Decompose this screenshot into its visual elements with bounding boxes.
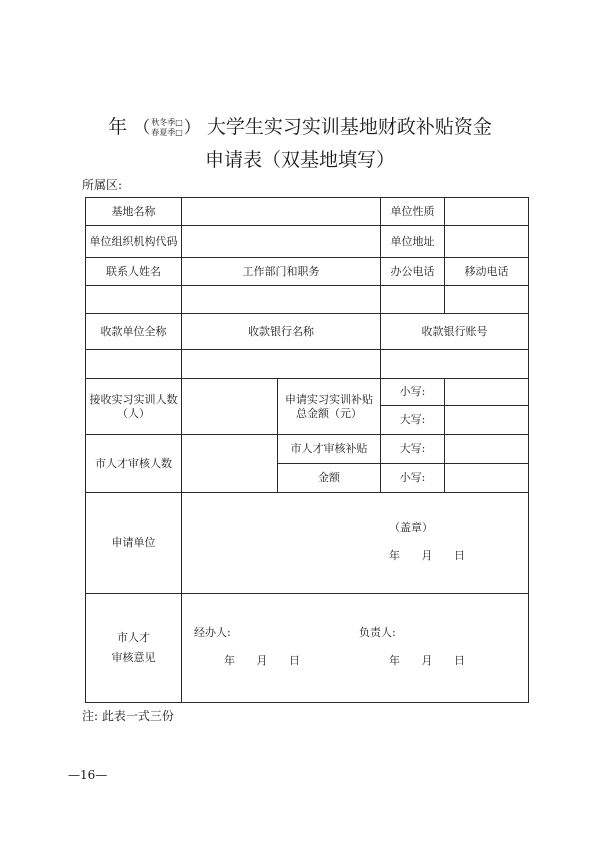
- label-bank-name: 收款银行名称: [182, 314, 381, 350]
- label-intern-count: 接收实习实训人数（人）: [86, 379, 182, 435]
- label-subsidy-total: 申请实习实训补贴总金额（元）: [278, 379, 381, 435]
- audit-opinion-line1: 市人才: [117, 631, 150, 644]
- field-audit-count[interactable]: [182, 435, 278, 493]
- season-checkboxes: [151, 118, 183, 138]
- title-main: 大学生实习实训基地财政补贴资金: [206, 116, 492, 138]
- field-applicant-unit[interactable]: [182, 493, 529, 594]
- title-line-1: 年 （秋冬季□ 春夏季□） 大学生实习实训基地财政补贴资金: [108, 116, 492, 138]
- season-spring-summer: 春夏季□: [151, 128, 183, 137]
- label-applicant-unit: 申请单位: [86, 493, 182, 594]
- label-subsidy-small: 小写:: [381, 379, 445, 406]
- label-payee-name: 收款单位全称: [86, 314, 182, 350]
- label-subsidy-big: 大写:: [381, 406, 445, 435]
- applicant-date: 年 月 日: [389, 549, 465, 562]
- district-label: 所属区:: [82, 178, 123, 192]
- label-audit-count: 市人才审核人数: [86, 435, 182, 493]
- label-unit-address: 单位地址: [381, 226, 445, 258]
- title-line-2: 申请表（双基地填写）: [204, 149, 395, 171]
- field-subsidy-small[interactable]: [445, 379, 529, 406]
- field-unit-address[interactable]: [445, 226, 529, 258]
- label-audit-subsidy-line2: 金额: [278, 464, 381, 493]
- seal-label: （盖章）: [389, 521, 433, 534]
- form-title: [0, 114, 600, 173]
- field-bank-name[interactable]: [182, 350, 381, 379]
- field-subsidy-big[interactable]: [445, 406, 529, 435]
- page-number: —16—: [68, 768, 108, 782]
- season-autumn-winter: 秋冬季□: [151, 118, 183, 127]
- label-bank-account: 收款银行账号: [381, 314, 529, 350]
- person-in-charge-label: 负责人:: [359, 626, 396, 639]
- field-audit-small[interactable]: [445, 464, 529, 493]
- field-dept-position[interactable]: [182, 286, 381, 314]
- handler-date: 年 月 日: [224, 654, 300, 667]
- handler-label: 经办人:: [194, 626, 231, 639]
- field-office-phone[interactable]: [381, 286, 445, 314]
- field-payee-name[interactable]: [86, 350, 182, 379]
- field-contact-name[interactable]: [86, 286, 182, 314]
- footnote: 注: 此表一式三份: [82, 709, 174, 723]
- field-org-code[interactable]: [182, 226, 381, 258]
- field-intern-count[interactable]: [182, 379, 278, 435]
- charge-date: 年 月 日: [389, 654, 465, 667]
- application-form-table: [85, 197, 529, 703]
- title-year: 年: [108, 116, 128, 138]
- label-mobile-phone: 移动电话: [445, 258, 529, 286]
- label-audit-opinion: [86, 594, 182, 703]
- label-base-name: 基地名称: [86, 198, 182, 226]
- audit-opinion-line2: 审核意见: [111, 651, 156, 664]
- label-audit-big: 大写:: [381, 435, 445, 464]
- label-org-code: 单位组织机构代码: [86, 226, 182, 258]
- label-contact-name: 联系人姓名: [86, 258, 182, 286]
- field-audit-opinion[interactable]: [182, 594, 529, 703]
- field-bank-account[interactable]: [381, 350, 529, 379]
- label-office-phone: 办公电话: [381, 258, 445, 286]
- label-unit-nature: 单位性质: [381, 198, 445, 226]
- field-mobile-phone[interactable]: [445, 286, 529, 314]
- field-base-name[interactable]: [182, 198, 381, 226]
- label-audit-subsidy-line1: 市人才审核补贴: [278, 435, 381, 464]
- label-audit-small: 小写:: [381, 464, 445, 493]
- field-unit-nature[interactable]: [445, 198, 529, 226]
- field-audit-big[interactable]: [445, 435, 529, 464]
- label-dept-position: 工作部门和职务: [182, 258, 381, 286]
